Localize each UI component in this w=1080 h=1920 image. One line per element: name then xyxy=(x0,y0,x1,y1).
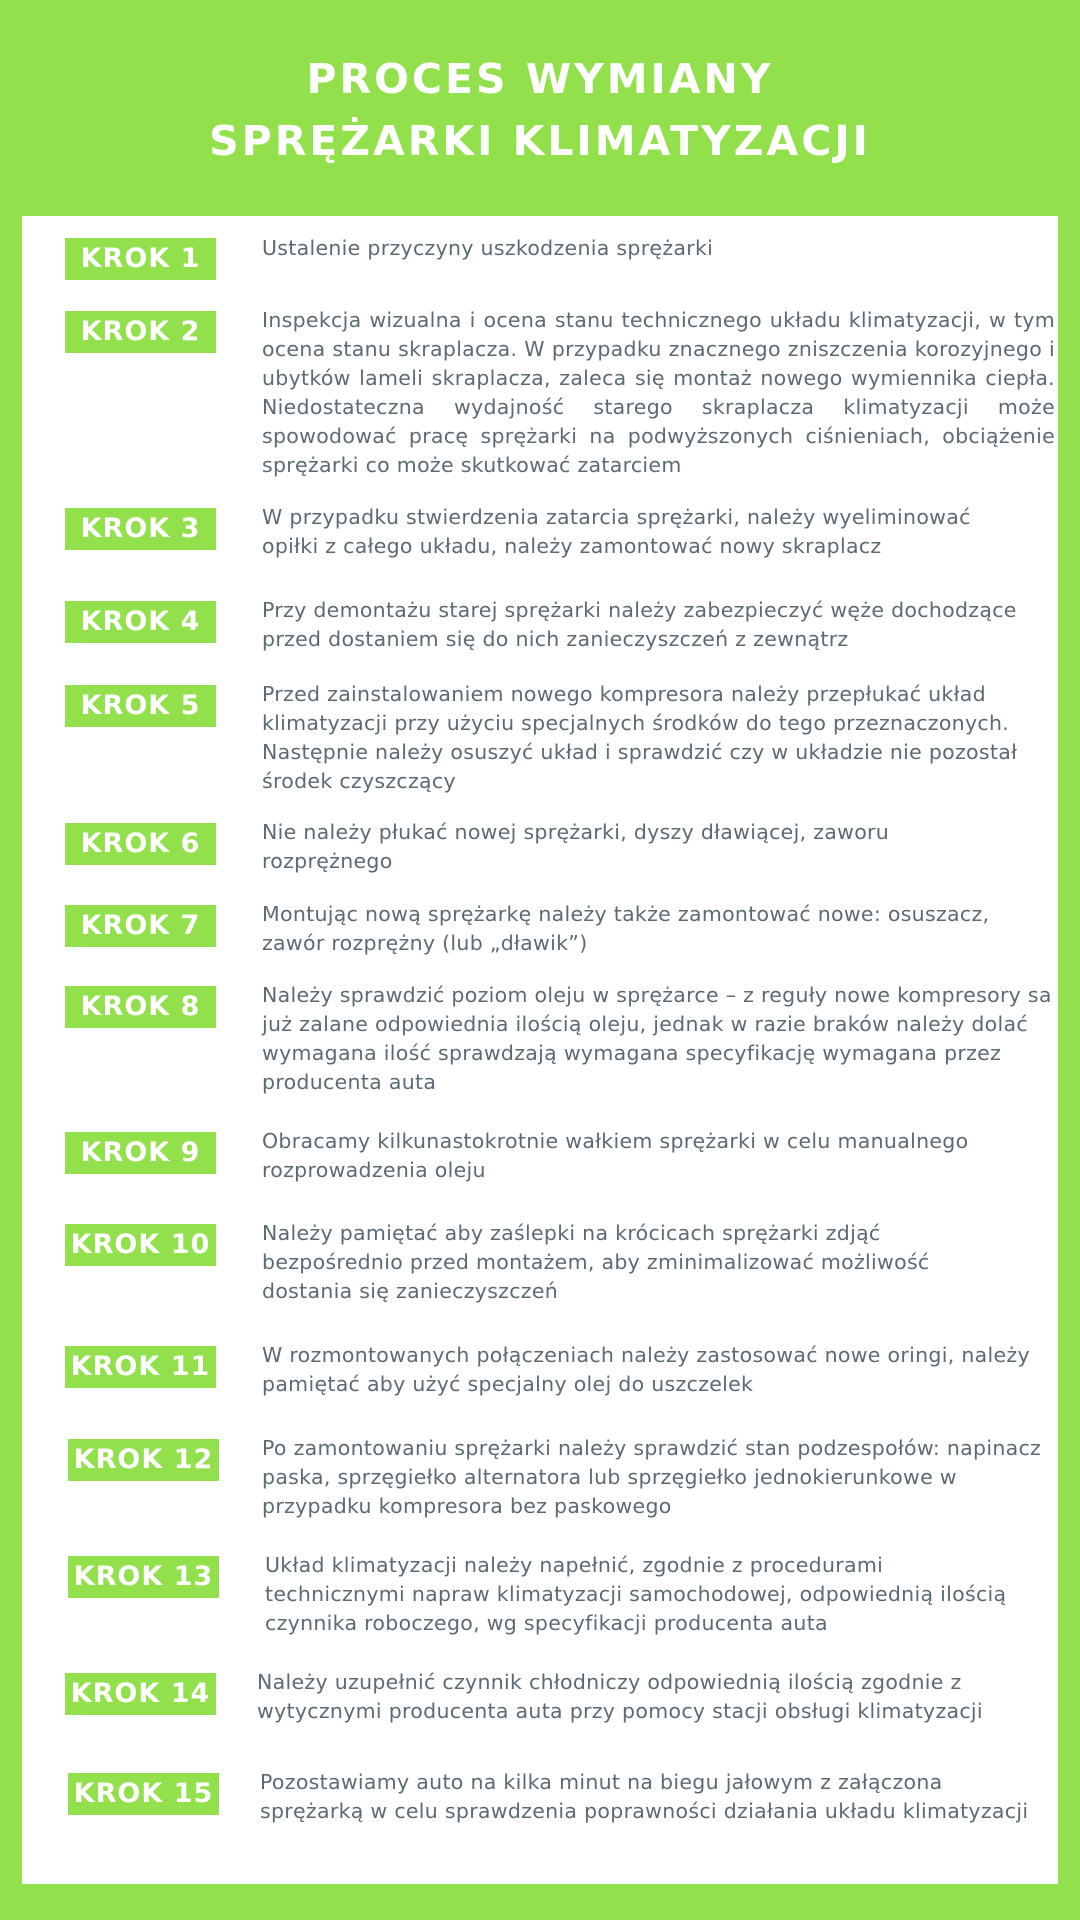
step-badge: KROK 11 xyxy=(65,1346,216,1388)
step-badge: KROK 12 xyxy=(68,1439,219,1481)
steps-card xyxy=(22,216,1058,1884)
step-badge: KROK 1 xyxy=(65,238,216,280)
step-text: Po zamontowaniu sprężarki należy sprawdzić stan podzespołów: napinacz paska, sprzęgiełko alternatora lub sprzęgiełko jednokierunkowe w przypadku kompresora bez paskowego xyxy=(262,1436,1042,1518)
step-badge: KROK 7 xyxy=(65,905,216,947)
step-badge: KROK 10 xyxy=(65,1224,216,1266)
step-text: Nie należy płukać nowej sprężarki, dyszy dławiącej, zaworu rozprężnego xyxy=(262,820,890,873)
step-text: Należy uzupełnić czynnik chłodniczy odpowiednią ilością zgodnie z wytycznymi producenta auta przy pomocy stacji obsługi klimatyzacji xyxy=(257,1670,983,1723)
step-text: W rozmontowanych połączeniach należy zastosować nowe oringi, należy pamiętać aby użyć specjalny olej do uszczelek xyxy=(262,1343,1030,1396)
step-text: Inspekcja wizualna i ocena stanu technicznego układu klimatyzacji, w tym ocena stanu skraplacza. W przypadku znacznego zniszczenia korozyjnego i ubytków lameli skraplacza, zaleca się montaż nowego wymiennika ciepła. Niedostateczna wydajność starego skraplacza klimatyzacji może spowodować pracę sprężarki na podwyższonych ciśnieniach, obciążenie sprężarki co może skutkować zatarciem xyxy=(262,308,1055,477)
step-badge: KROK 3 xyxy=(65,508,216,550)
step-text: Ustalenie przyczyny uszkodzenia sprężarki xyxy=(262,236,714,260)
step-badge: KROK 8 xyxy=(65,986,216,1028)
title-line-1: PROCES WYMIANY xyxy=(306,55,774,103)
step-text: Przed zainstalowaniem nowego kompresora należy przepłukać układ klimatyzacji przy użyciu specjalnych środków do tego przeznaczonych. Następnie należy osuszyć układ i sprawdzić czy w układzie nie pozostał środek czyszczący xyxy=(262,682,1018,793)
step-text: W przypadku stwierdzenia zatarcia sprężarki, należy wyeliminować opiłki z całego układu, należy zamontować nowy skraplacz xyxy=(262,505,971,558)
step-text: Układ klimatyzacji należy napełnić, zgodnie z procedurami technicznymi napraw klimatyzacji samochodowej, odpowiednią ilością czynnika roboczego, wg specyfikacji producenta auta xyxy=(265,1553,1007,1635)
step-badge: KROK 2 xyxy=(65,311,216,353)
page-title xyxy=(0,48,1080,172)
title-line-2: SPRĘŻARKI KLIMATYZACJI xyxy=(209,117,871,165)
step-text: Należy sprawdzić poziom oleju w sprężarce – z reguły nowe kompresory sa już zalane odpowiednia ilością oleju, jednak w razie braków należy dolać wymagana ilość sprawdzają wymagana specyfikację wymagana przez producenta auta xyxy=(262,983,1052,1094)
step-badge: KROK 9 xyxy=(65,1132,216,1174)
step-badge: KROK 4 xyxy=(65,601,216,643)
step-badge: KROK 5 xyxy=(65,685,216,727)
step-badge: KROK 13 xyxy=(68,1556,219,1598)
step-text: Obracamy kilkunastokrotnie wałkiem sprężarki w celu manualnego rozprowadzenia oleju xyxy=(262,1129,969,1182)
step-badge: KROK 15 xyxy=(68,1773,219,1815)
step-badge: KROK 14 xyxy=(65,1673,216,1715)
step-text: Należy pamiętać aby zaślepki na krócicach sprężarki zdjąć bezpośrednio przed montażem, aby zminimalizować możliwość dostania się zanieczyszczeń xyxy=(262,1221,930,1303)
step-badge: KROK 6 xyxy=(65,823,216,865)
step-text: Przy demontażu starej sprężarki należy zabezpieczyć węże dochodzące przed dostaniem się do nich zanieczyszczeń z zewnątrz xyxy=(262,598,1017,651)
step-text: Pozostawiamy auto na kilka minut na biegu jałowym z załączona sprężarką w celu sprawdzenia poprawności działania układu klimatyzacji xyxy=(260,1770,1029,1823)
step-text: Montując nową sprężarkę należy także zamontować nowe: osuszacz, zawór rozprężny (lub „dławik”) xyxy=(262,902,990,955)
